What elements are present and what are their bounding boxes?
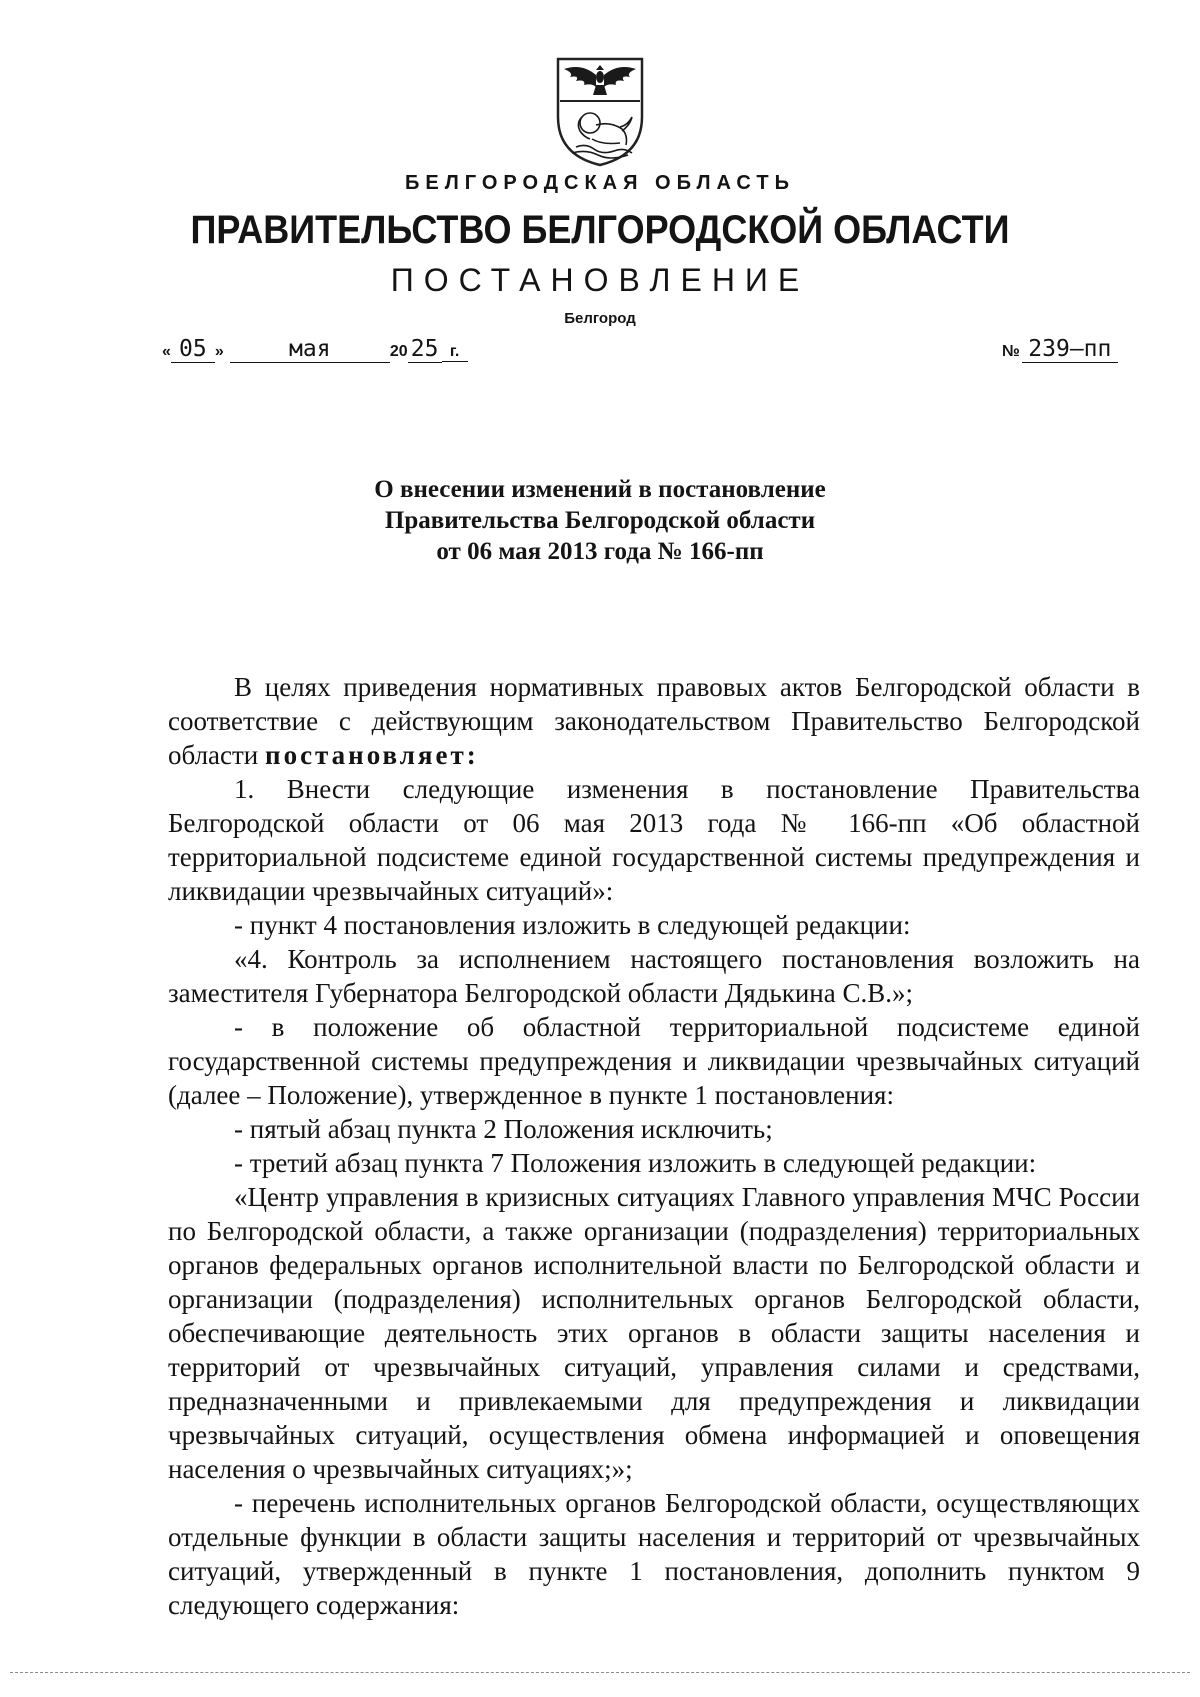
paragraph-preamble: [168, 670, 1140, 772]
resolves-word: постановляет:: [265, 740, 479, 770]
date-day: 05: [171, 336, 215, 363]
date-open-quote: «: [162, 343, 171, 360]
title-line: О внесении изменений в постановление: [374, 476, 826, 503]
number-label: №: [1002, 343, 1020, 360]
paragraph: - пункт 4 постановления изложить в следующей редакции:: [234, 910, 911, 940]
paragraph: 1. Внести следующие изменения в постановление Правительства Белгородской области от 06 мая 2013 года № 166-пп «Об областной территориальной подсистеме единой государственной системы предупреждения и ликвидации чрезвычайных ситуаций»:: [168, 774, 1140, 906]
paragraph: «Центр управления в кризисных ситуациях Главного управления МЧС России по Белгородской области, а также организации (подразделения) территориальных органов федеральных органов исполнительной власти по Белгородской области и организации (подразделения) исполнительных органов Белгородской области, обеспечивающие деятельность этих органов в области защиты населения и территорий от чрезвычайных ситуаций, управления силами и средствами, предназначенными и привлекаемыми для предупреждения и ликвидации чрезвычайных ситуаций, осуществления обмена информацией и оповещения населения о чрезвычайных ситуациях;»;: [168, 1182, 1140, 1484]
paragraph: - в положение об областной территориальной подсистеме единой государственной системы предупреждения и ликвидации чрезвычайных ситуаций (далее – Положение), утвержденное в пункте 1 постановления:: [168, 1012, 1140, 1110]
number-value: 239–пп: [1022, 336, 1118, 363]
title-line: Правительства Белгородской области: [384, 507, 816, 534]
coat-of-arms-icon: [552, 55, 648, 167]
title-line: от 06 мая 2013 года № 166-пп: [436, 538, 764, 565]
paragraph: - пятый абзац пункта 2 Положения исключить;: [234, 1114, 773, 1144]
date-year-suffix: 25: [408, 336, 442, 363]
document-date: [162, 336, 468, 363]
date-year-prefix: 20: [389, 343, 408, 360]
authority-name: ПРАВИТЕЛЬСТВО БЕЛГОРОДСКОЙ ОБЛАСТИ: [190, 208, 1010, 252]
document-body: [168, 670, 1140, 1622]
paragraph: - перечень исполнительных органов Белгородской области, осуществляющих отдельные функции в области защиты населения и территорий от чрезвычайных ситуаций, утвержденный в пункте 1 постановления, дополнить пунктом 9 следующего содержания:: [168, 1488, 1140, 1620]
paragraph: «4. Контроль за исполнением настоящего постановления возложить на заместителя Губернатора Белгородской области Дядькина С.В.»;: [168, 944, 1140, 1008]
region-name: БЕЛГОРОДСКАЯ ОБЛАСТЬ: [405, 172, 795, 194]
date-year-mark: г.: [442, 343, 468, 362]
city-name: Белгород: [564, 310, 636, 327]
document-title: [0, 474, 1200, 567]
date-month: мая: [230, 336, 390, 363]
preamble-text: В целях приведения нормативных правовых актов Белгородской области в соответствие с действующим законодательством Правительство Белгородской области: [168, 672, 1140, 770]
date-close-quote: »: [214, 343, 224, 360]
scan-edge-line: [10, 1672, 1190, 1673]
document-type: ПОСТАНОВЛЕНИЕ: [390, 262, 810, 298]
paragraph: - третий абзац пункта 7 Положения изложить в следующей редакции:: [234, 1148, 1037, 1178]
document-number: [1002, 336, 1118, 363]
